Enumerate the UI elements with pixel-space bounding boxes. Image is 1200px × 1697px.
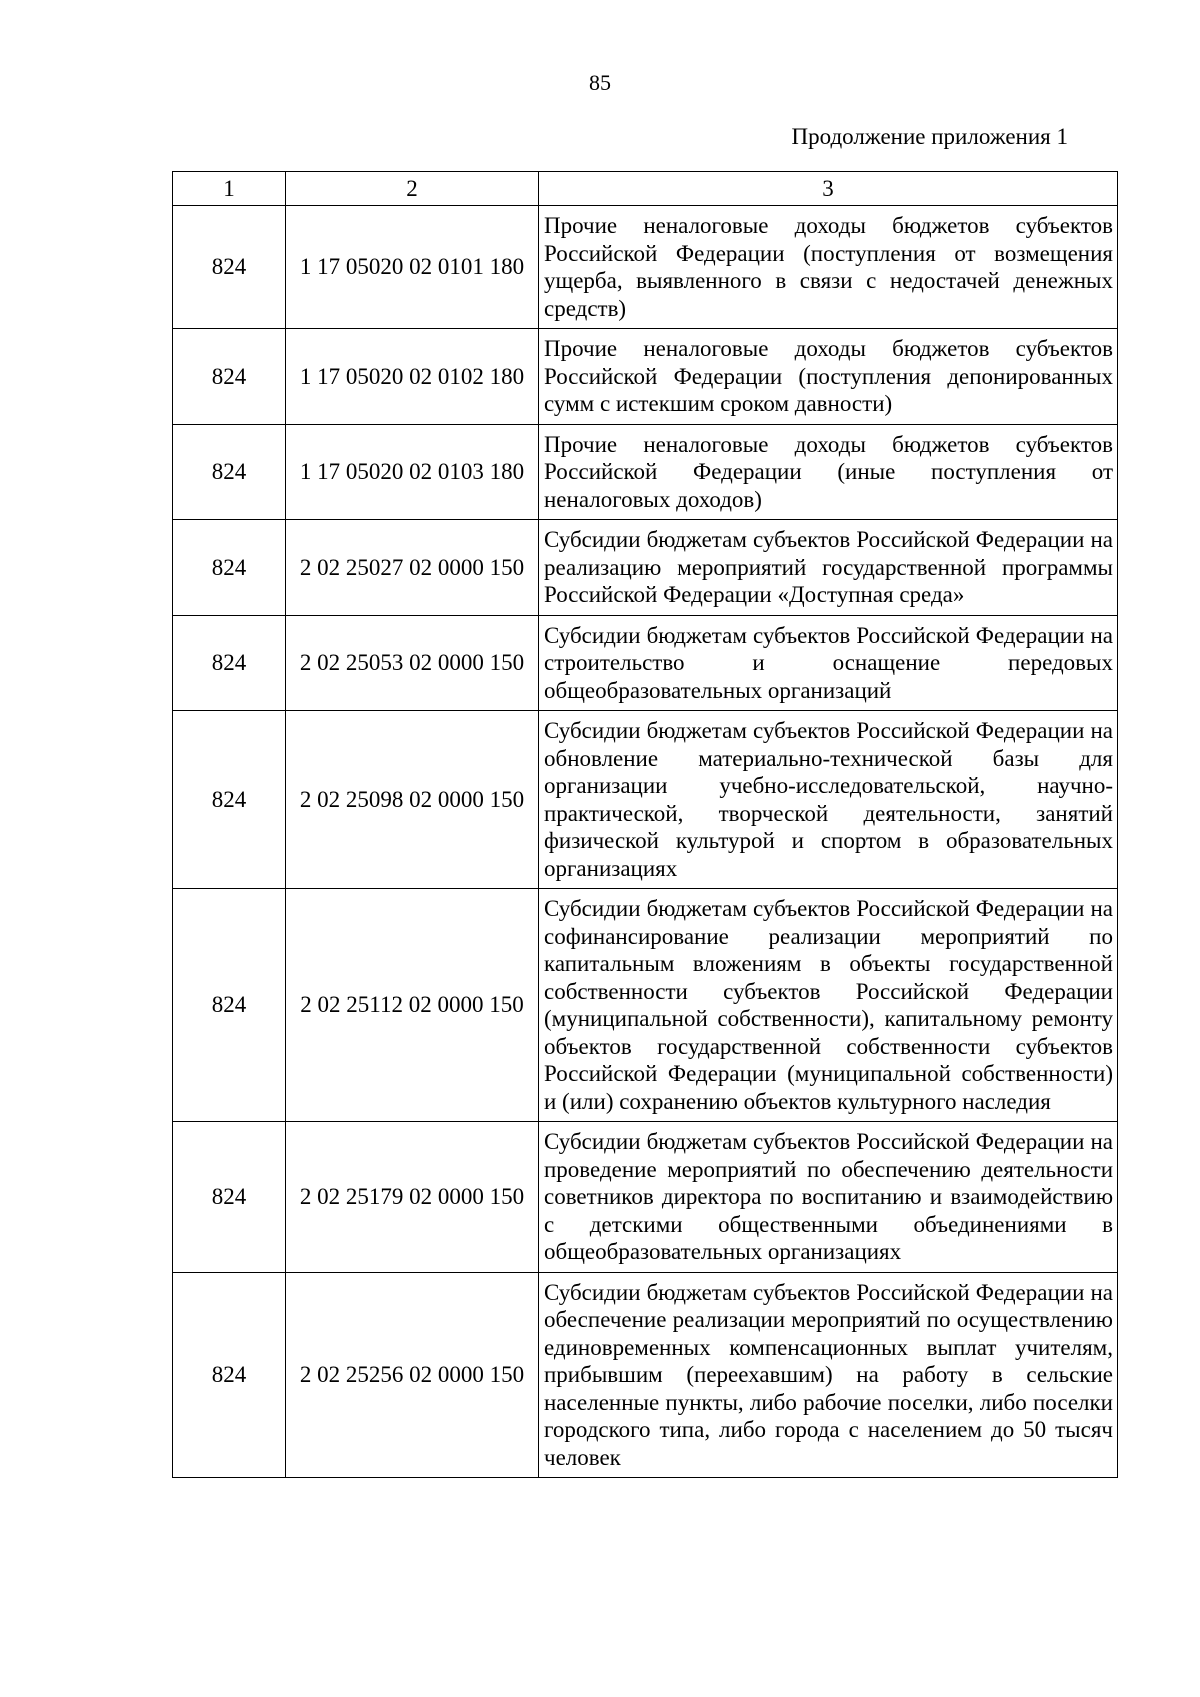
revenue-name-cell: Субсидии бюджетам субъектов Российской Федерации на строительство и оснащение передовых общеобразовательных организаций xyxy=(539,615,1118,711)
admin-code-cell: 824 xyxy=(173,1122,286,1273)
admin-code-cell: 824 xyxy=(173,889,286,1122)
budget-classification-code-cell: 2 02 25112 02 0000 150 xyxy=(286,889,539,1122)
budget-classification-code-cell: 1 17 05020 02 0101 180 xyxy=(286,206,539,329)
table-row xyxy=(173,711,1118,889)
admin-code-cell: 824 xyxy=(173,711,286,889)
admin-code-cell: 824 xyxy=(173,424,286,520)
table-row xyxy=(173,206,1118,329)
budget-classification-code-cell: 1 17 05020 02 0102 180 xyxy=(286,329,539,425)
revenue-name-cell: Субсидии бюджетам субъектов Российской Федерации на обновление материально-технической базы для организации учебно-исследовательской, научно-практической, творческой деятельности, занятий физической культурой и спортом в образовательных организациях xyxy=(539,711,1118,889)
budget-classification-code-cell: 2 02 25256 02 0000 150 xyxy=(286,1272,539,1478)
admin-code-cell: 824 xyxy=(173,615,286,711)
revenue-name-cell: Субсидии бюджетам субъектов Российской Федерации на проведение мероприятий по обеспечению деятельности советников директора по воспитанию и взаимодействию с детскими общественными объединениями в общеобразовательных организациях xyxy=(539,1122,1118,1273)
appendix-continuation-note: Продолжение приложения 1 xyxy=(791,124,1068,149)
budget-codes-table xyxy=(172,171,1118,1478)
revenue-name-cell: Субсидии бюджетам субъектов Российской Федерации на софинансирование реализации мероприятий по капитальным вложениям в объекты государственной собственности субъектов Российской Федерации (муниципальной собственности), капитальному ремонту объектов государственной собственности субъектов Российской Федерации (муниципальной собственности) и (или) сохранению объектов культурного наследия xyxy=(539,889,1118,1122)
budget-classification-code-cell: 2 02 25179 02 0000 150 xyxy=(286,1122,539,1273)
admin-code-cell: 824 xyxy=(173,329,286,425)
table-row xyxy=(173,424,1118,520)
table-row xyxy=(173,520,1118,616)
page-number: 85 xyxy=(589,70,611,95)
admin-code-cell: 824 xyxy=(173,206,286,329)
budget-classification-code-cell: 2 02 25053 02 0000 150 xyxy=(286,615,539,711)
budget-classification-code-cell: 1 17 05020 02 0103 180 xyxy=(286,424,539,520)
table-row xyxy=(173,615,1118,711)
table-row xyxy=(173,1122,1118,1273)
revenue-name-cell: Субсидии бюджетам субъектов Российской Федерации на обеспечение реализации мероприятий по осуществлению единовременных компенсационных выплат учителям, прибывшим (переехавшим) на работу в сельские населенные пункты, либо рабочие поселки, либо поселки городского типа, либо города с населением до 50 тысяч человек xyxy=(539,1272,1118,1478)
column-header-2: 2 xyxy=(286,172,539,206)
revenue-name-cell: Прочие неналоговые доходы бюджетов субъектов Российской Федерации (поступления от возмещения ущерба, выявленного в связи с недостачей денежных средств) xyxy=(539,206,1118,329)
table-row xyxy=(173,329,1118,425)
revenue-name-cell: Субсидии бюджетам субъектов Российской Федерации на реализацию мероприятий государственной программы Российской Федерации «Доступная среда» xyxy=(539,520,1118,616)
budget-classification-code-cell: 2 02 25098 02 0000 150 xyxy=(286,711,539,889)
column-header-1: 1 xyxy=(173,172,286,206)
table-header-row xyxy=(173,172,1118,206)
admin-code-cell: 824 xyxy=(173,520,286,616)
table-row xyxy=(173,1272,1118,1478)
admin-code-cell: 824 xyxy=(173,1272,286,1478)
column-header-3: 3 xyxy=(539,172,1118,206)
budget-classification-code-cell: 2 02 25027 02 0000 150 xyxy=(286,520,539,616)
revenue-name-cell: Прочие неналоговые доходы бюджетов субъектов Российской Федерации (иные поступления от неналоговых доходов) xyxy=(539,424,1118,520)
revenue-name-cell: Прочие неналоговые доходы бюджетов субъектов Российской Федерации (поступления депонированных сумм с истекшим сроком давности) xyxy=(539,329,1118,425)
table-row xyxy=(173,889,1118,1122)
